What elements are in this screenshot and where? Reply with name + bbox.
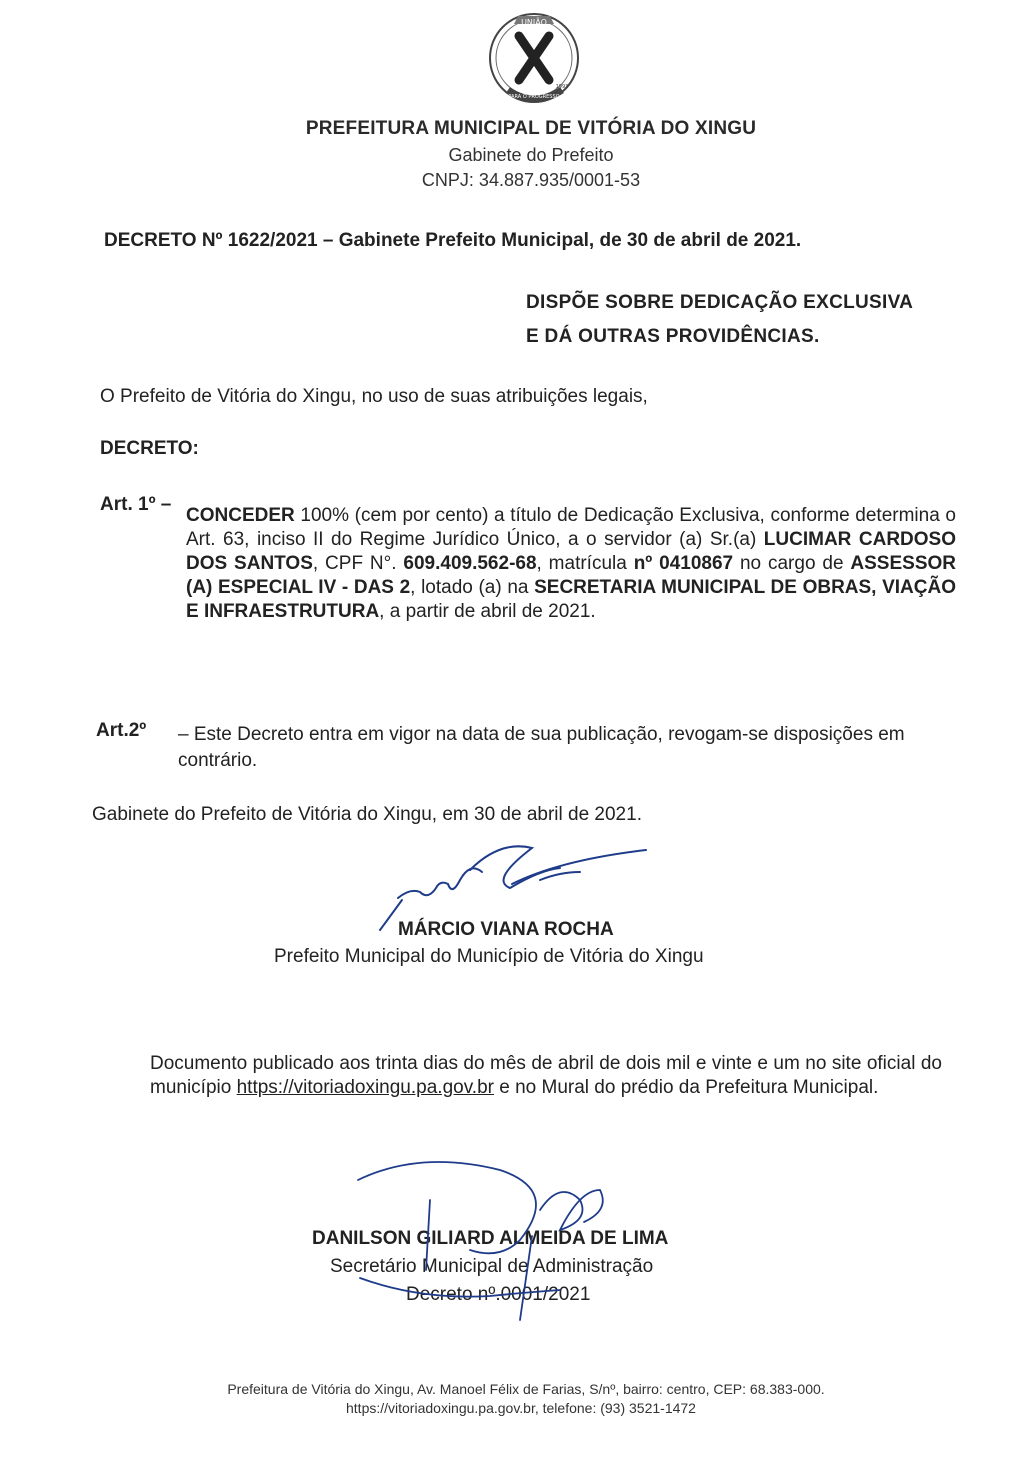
municipality-site-link[interactable]: https://vitoriadoxingu.pa.gov.br	[236, 1077, 494, 1098]
office-subtitle: Gabinete do Prefeito	[448, 145, 614, 165]
cpf-number: 609.409.562-68	[403, 553, 537, 574]
seal-text-year: 1993	[555, 84, 569, 90]
secretary-decree: Decreto nº.0001/2021	[406, 1284, 591, 1305]
mayor-name: MÁRCIO VIANA ROCHA	[398, 919, 614, 940]
secretary-role: Secretário Municipal de Administração	[330, 1256, 654, 1277]
secretary-name: DANILSON GILIARD ALMEIDA DE LIMA	[312, 1228, 669, 1249]
decree-heading: DECRETO Nº 1622/2021 – Gabinete Prefeito Municipal, de 30 de abril de 2021.	[104, 230, 802, 251]
footer-contact: https://vitoriadoxingu.pa.gov.br, telefone: (93) 3521-1472	[346, 1400, 696, 1416]
publication-note	[150, 1052, 942, 1100]
art2-body: – Este Decreto entra em vigor na data de sua publicação, revogam-se disposições em contrário.	[178, 724, 905, 771]
seal-text-uniao: UNIÃO	[521, 18, 547, 27]
art1-body	[186, 504, 956, 624]
seal-text-motto: PARA O PROGRESSO	[508, 94, 560, 100]
footer-address: Prefeitura de Vitória do Xingu, Av. Manoel Félix de Farias, S/nº, bairro: centro, CEP: 68.383-000.	[227, 1381, 825, 1397]
art1-text-2: , CPF N°.	[312, 553, 404, 574]
cnpj-line: CNPJ: 34.887.935/0001-53	[421, 170, 641, 190]
art1-label: Art. 1º –	[100, 494, 172, 515]
municipal-seal-logo	[484, 8, 584, 108]
ementa-line-1: DISPÕE SOBRE DEDICAÇÃO EXCLUSIVA	[526, 292, 914, 313]
ementa-line-2: E DÁ OUTRAS PROVIDÊNCIAS.	[526, 326, 820, 347]
mayor-signature-drawing	[380, 846, 646, 930]
art1-text-3: , matrícula	[536, 553, 634, 574]
decreto-label: DECRETO:	[100, 438, 199, 459]
cargo-name: ASSESSOR (A) ESPECIAL IV - DAS 2	[186, 553, 956, 598]
matricula-number: nº 0410867	[633, 553, 734, 574]
mayor-role: Prefeito Municipal do Município de Vitória do Xingu	[274, 946, 704, 967]
art2-label: Art.2º	[96, 720, 147, 741]
art1-verb: CONCEDER	[186, 505, 295, 526]
publication-text-1: Documento publicado aos trinta dias do mês de abril de dois mil e vinte e um no site oficial do município	[150, 1053, 942, 1098]
page-title: PREFEITURA MUNICIPAL DE VITÓRIA DO XINGU	[305, 118, 757, 139]
art1-text-4: no cargo de	[733, 553, 851, 574]
ementa	[526, 286, 913, 354]
publication-text-2: e no Mural do prédio da Prefeitura Municipal.	[493, 1077, 879, 1098]
art1-text-1: 100% (cem por cento) a título de Dedicação Exclusiva, conforme determina o Art. 63, inciso II do Regime Jurídico Único, a o servidor (a) Sr.(a)	[186, 505, 956, 550]
servant-name: LUCIMAR CARDOSO DOS SANTOS	[186, 529, 956, 574]
secretaria-name: SECRETARIA MUNICIPAL DE OBRAS, VIAÇÃO E INFRAESTRUTURA	[186, 577, 956, 622]
art1-text-6: , a partir de abril de 2021.	[379, 601, 596, 622]
preamble-text: O Prefeito de Vitória do Xingu, no uso de suas atribuições legais,	[100, 386, 648, 407]
place-date: Gabinete do Prefeito de Vitória do Xingu, em 30 de abril de 2021.	[92, 804, 642, 825]
art1-text-5: , lotado (a) na	[410, 577, 535, 598]
